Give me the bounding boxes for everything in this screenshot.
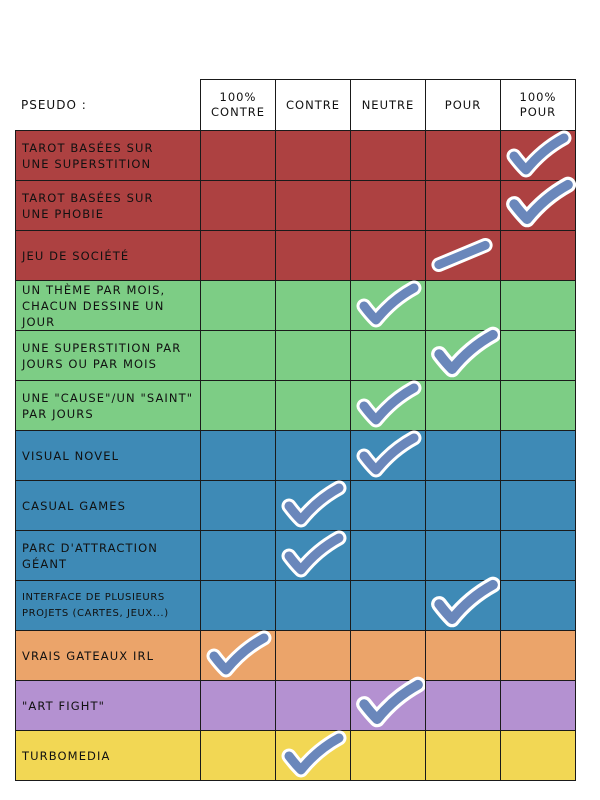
vote-cell-contre[interactable] (275, 380, 350, 430)
vote-cell-pour[interactable] (425, 480, 500, 530)
vote-cell-neutre[interactable] (350, 380, 425, 430)
vote-cell-contre[interactable] (275, 280, 350, 330)
vote-cell-100-pour[interactable] (500, 430, 575, 480)
checkmark-icon (352, 428, 424, 480)
vote-cell-100-contre[interactable] (200, 530, 275, 580)
vote-cell-100-pour[interactable] (500, 180, 575, 230)
vote-cell-neutre[interactable] (350, 280, 425, 330)
vote-cell-neutre[interactable] (350, 230, 425, 280)
checkmark-icon (202, 628, 274, 680)
vote-cell-100-pour[interactable] (500, 480, 575, 530)
vote-cell-contre[interactable] (275, 580, 350, 630)
vote-cell-100-pour[interactable] (500, 530, 575, 580)
vote-cell-100-contre[interactable] (200, 280, 275, 330)
row-label: VISUAL NOVEL (15, 430, 200, 480)
vote-cell-100-contre[interactable] (200, 380, 275, 430)
column-header-contre: CONTRE (275, 79, 350, 130)
vote-cell-neutre[interactable] (350, 530, 425, 580)
vote-cell-neutre[interactable] (350, 680, 425, 730)
checkmark-icon (426, 574, 504, 630)
column-header-pour: POUR (425, 79, 500, 130)
vote-cell-pour[interactable] (425, 630, 500, 680)
vote-cell-neutre[interactable] (350, 730, 425, 780)
vote-cell-pour[interactable] (425, 330, 500, 380)
checkmark-icon (277, 528, 349, 580)
checkmark-icon (501, 174, 579, 230)
vote-cell-pour[interactable] (425, 280, 500, 330)
checkmark-icon (352, 278, 424, 330)
vote-cell-neutre[interactable] (350, 430, 425, 480)
vote-cell-contre[interactable] (275, 530, 350, 580)
vote-cell-contre[interactable] (275, 480, 350, 530)
vote-cell-contre[interactable] (275, 230, 350, 280)
row-label: "ART FIGHT" (15, 680, 200, 730)
vote-cell-neutre[interactable] (350, 480, 425, 530)
vote-cell-100-contre[interactable] (200, 180, 275, 230)
vote-cell-pour[interactable] (425, 180, 500, 230)
row-label: PARC D'ATTRACTION GÉANT (15, 530, 200, 580)
poll-grid (15, 79, 576, 781)
vote-cell-100-contre[interactable] (200, 580, 275, 630)
checkmark-icon (277, 728, 349, 780)
row-label: UNE "CAUSE"/UN "SAINT" PAR JOURS (15, 380, 200, 430)
vote-cell-neutre[interactable] (350, 180, 425, 230)
vote-cell-neutre[interactable] (350, 130, 425, 180)
vote-cell-contre[interactable] (275, 630, 350, 680)
checkmark-icon (351, 674, 429, 730)
vote-cell-contre[interactable] (275, 680, 350, 730)
checkmark-icon (502, 128, 574, 180)
vote-cell-contre[interactable] (275, 180, 350, 230)
vote-cell-contre[interactable] (275, 130, 350, 180)
row-label: UN THÈME PAR MOIS, CHACUN DESSINE UN JOUR (15, 280, 200, 330)
vote-cell-contre[interactable] (275, 430, 350, 480)
vote-cell-pour[interactable] (425, 230, 500, 280)
checkmark-icon (277, 478, 349, 530)
row-label: CASUAL GAMES (15, 480, 200, 530)
vote-cell-100-pour[interactable] (500, 130, 575, 180)
vote-cell-neutre[interactable] (350, 580, 425, 630)
vote-cell-100-contre[interactable] (200, 330, 275, 380)
vote-cell-pour[interactable] (425, 130, 500, 180)
vote-cell-neutre[interactable] (350, 330, 425, 380)
vote-cell-100-contre[interactable] (200, 730, 275, 780)
row-label: TURBOMEDIA (15, 730, 200, 780)
vote-cell-pour[interactable] (425, 730, 500, 780)
vote-cell-100-contre[interactable] (200, 130, 275, 180)
vote-cell-100-contre[interactable] (200, 680, 275, 730)
vote-cell-100-pour[interactable] (500, 630, 575, 680)
vote-cell-100-pour[interactable] (500, 680, 575, 730)
checkmark-icon (429, 235, 497, 275)
vote-cell-contre[interactable] (275, 730, 350, 780)
vote-cell-neutre[interactable] (350, 630, 425, 680)
row-label: UNE SUPERSTITION PAR JOURS OU PAR MOIS (15, 330, 200, 380)
vote-cell-pour[interactable] (425, 380, 500, 430)
row-label: TAROT BASÉES SUR UNE SUPERSTITION (15, 130, 200, 180)
vote-cell-100-pour[interactable] (500, 380, 575, 430)
pseudo-label: PSEUDO : (21, 97, 87, 112)
checkmark-icon (352, 378, 424, 430)
vote-cell-100-pour[interactable] (500, 280, 575, 330)
vote-cell-pour[interactable] (425, 680, 500, 730)
vote-cell-100-contre[interactable] (200, 430, 275, 480)
vote-cell-100-contre[interactable] (200, 480, 275, 530)
vote-cell-100-pour[interactable] (500, 230, 575, 280)
column-header-100-contre: 100% CONTRE (200, 79, 275, 130)
vote-cell-100-pour[interactable] (500, 580, 575, 630)
vote-cell-pour[interactable] (425, 430, 500, 480)
column-header-neutre: NEUTRE (350, 79, 425, 130)
row-label: INTERFACE DE PLUSIEURS PROJETS (CARTES, JEUX...) (15, 580, 200, 630)
vote-cell-100-pour[interactable] (500, 330, 575, 380)
vote-cell-100-contre[interactable] (200, 630, 275, 680)
checkmark-icon (426, 324, 504, 380)
vote-cell-100-contre[interactable] (200, 230, 275, 280)
vote-cell-100-pour[interactable] (500, 730, 575, 780)
row-label: TAROT BASÉES SUR UNE PHOBIE (15, 180, 200, 230)
column-header-100-pour: 100% POUR (500, 79, 575, 130)
vote-cell-pour[interactable] (425, 580, 500, 630)
vote-cell-contre[interactable] (275, 330, 350, 380)
row-label: VRAIS GATEAUX IRL (15, 630, 200, 680)
row-label: JEU DE SOCIÉTÉ (15, 230, 200, 280)
vote-cell-pour[interactable] (425, 530, 500, 580)
